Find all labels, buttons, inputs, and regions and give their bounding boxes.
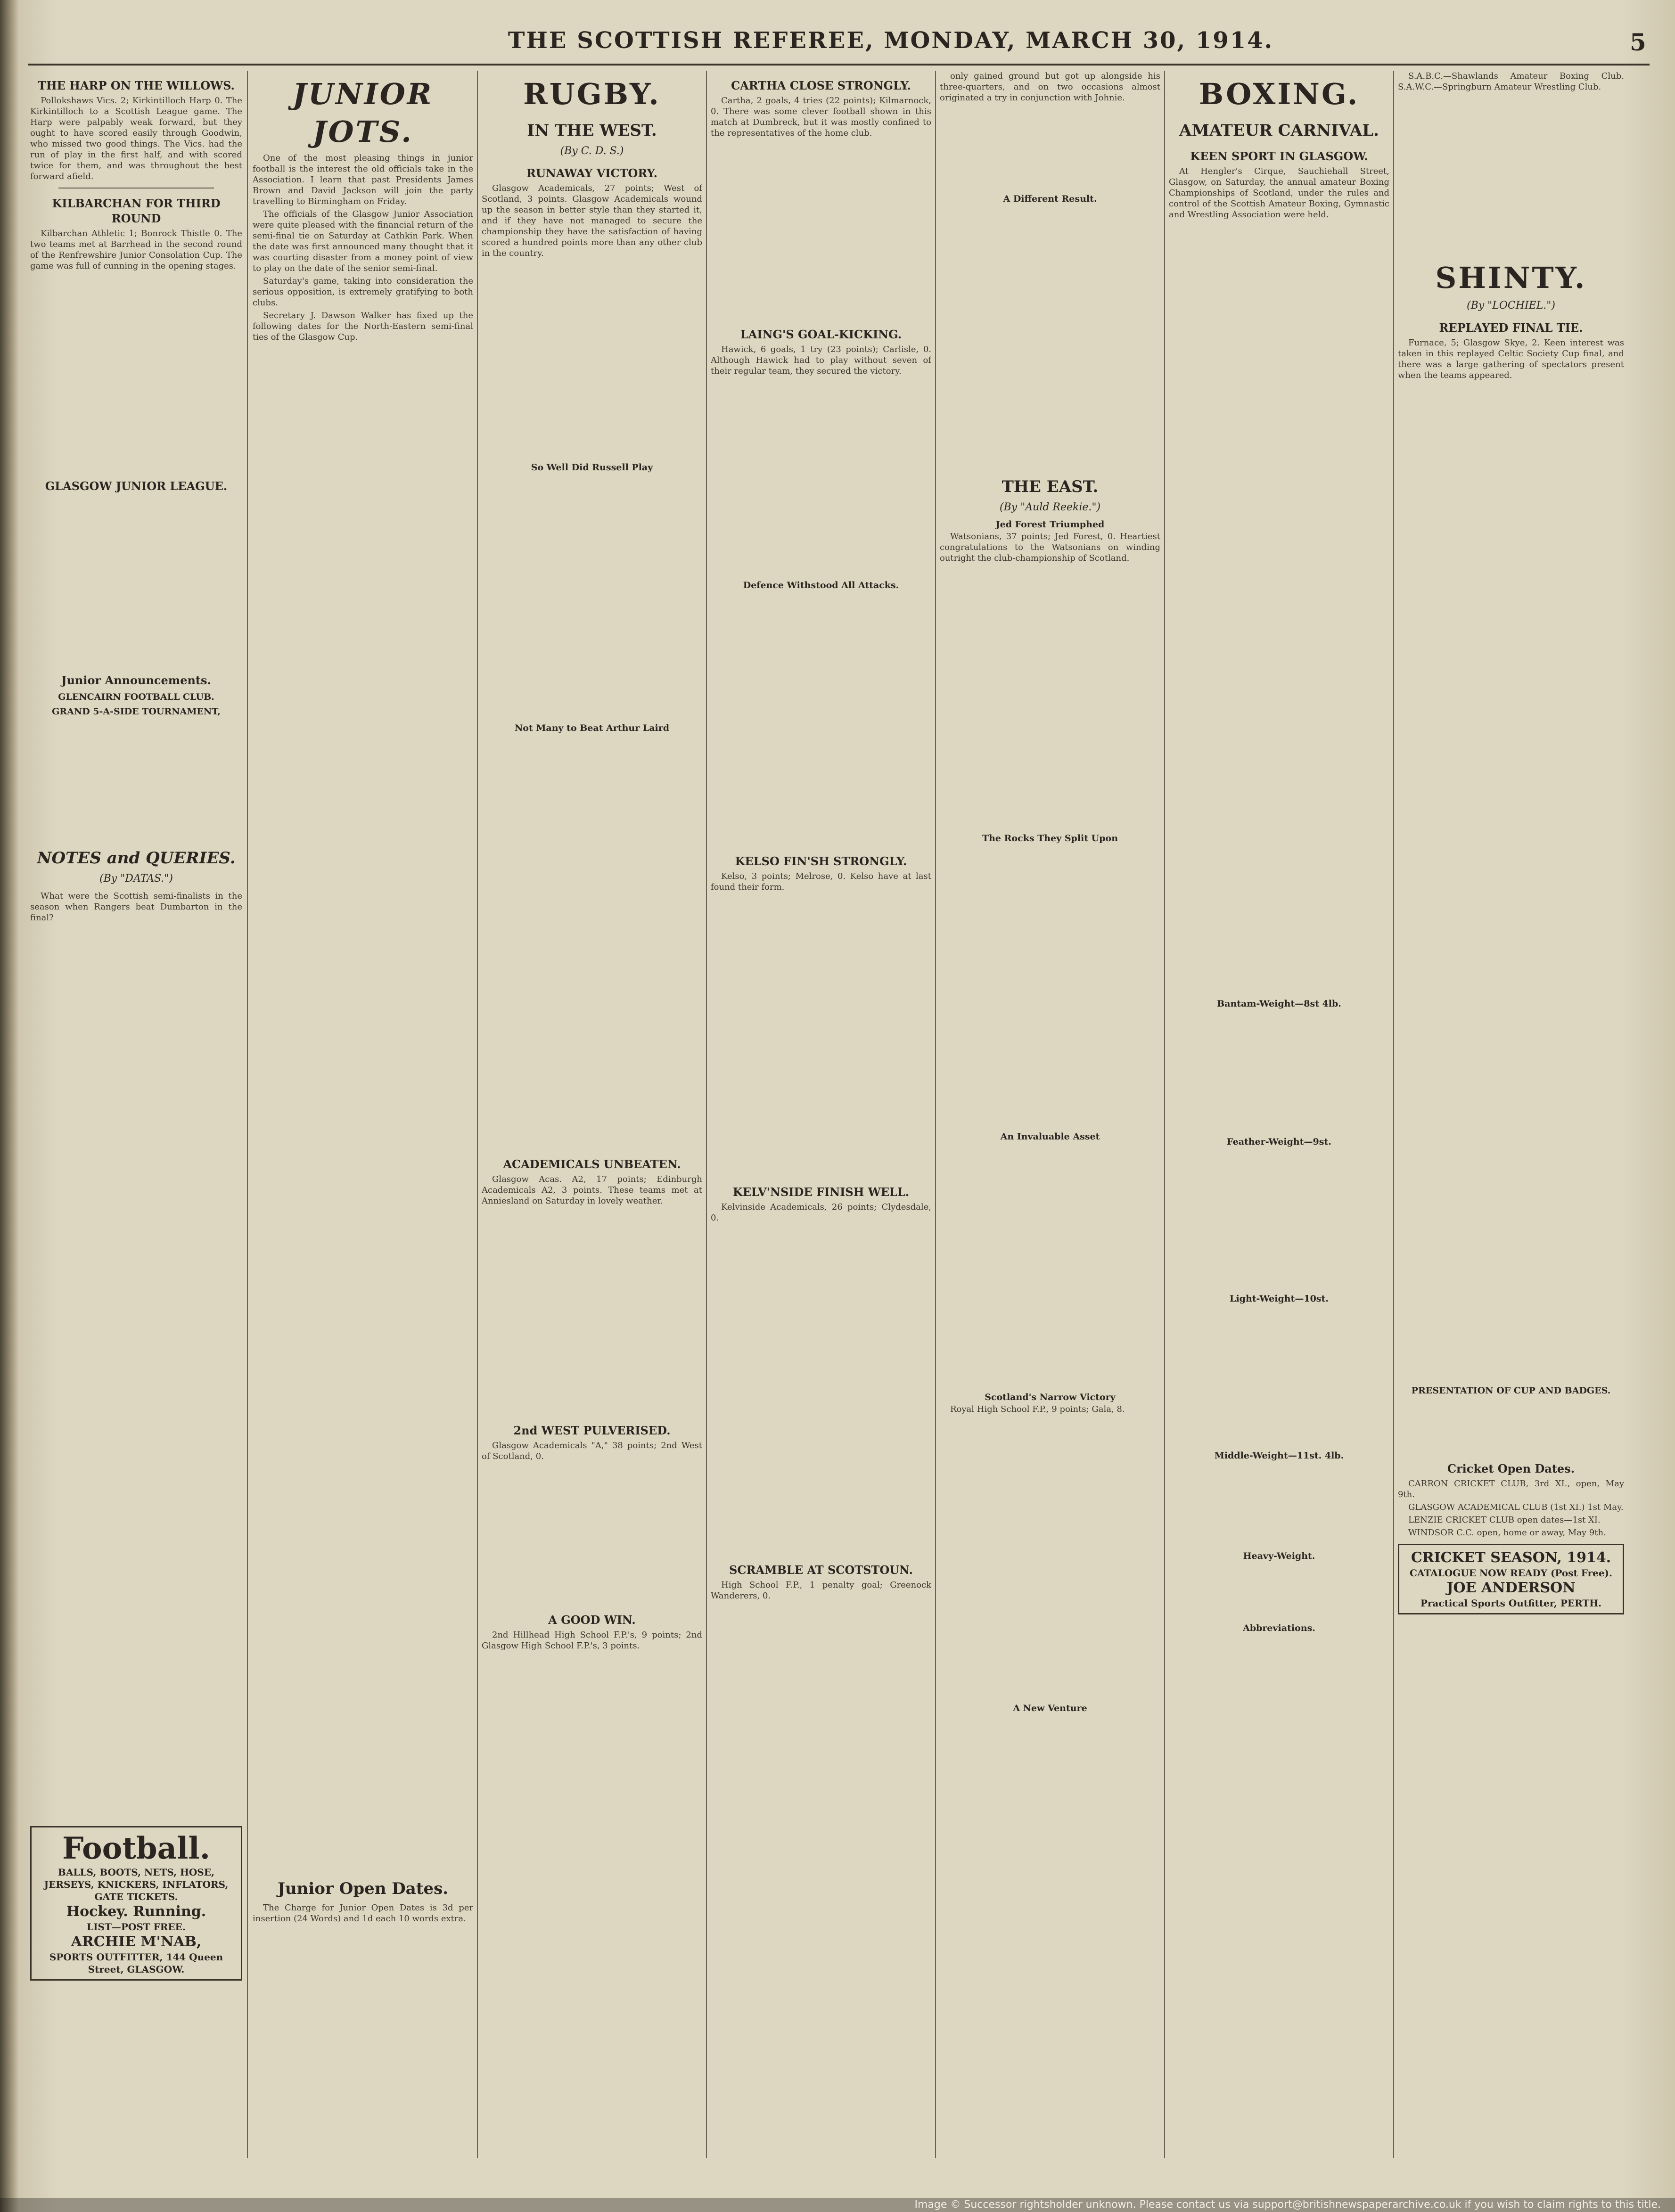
subheading: A Different Result.: [1003, 194, 1097, 204]
byline: (By "Auld Reekie."): [999, 501, 1101, 513]
article-continuation: [482, 735, 702, 1149]
article-text: only gained ground but got up alongside his three-quarters, and on two occasions almost originated a try in conjunction with Johnie.: [940, 71, 1160, 103]
headline: KELV'NSIDE FINISH WELL.: [732, 1185, 910, 1199]
headline: 2nd WEST PULVERISED.: [513, 1424, 671, 1437]
results-list: [1169, 1010, 1389, 1133]
article-continuation: [940, 845, 1160, 1128]
article-continuation: [1398, 1397, 1624, 1454]
subheading: Bantam-Weight—8st 4lb.: [1217, 999, 1341, 1009]
column-3: [482, 71, 702, 2163]
article-continuation: [940, 1417, 1160, 1699]
headline: Cricket Open Dates.: [1447, 1462, 1575, 1475]
headline: SHINTY.: [1435, 261, 1587, 295]
queries-continuation: [30, 925, 242, 1820]
article-text: Cartha, 2 goals, 4 tries (22 points); Kilmarnock, 0. There was some clever football shown in this match at Dumbreck, but it was mostly confined to the representatives of the home club.: [711, 96, 931, 138]
ad-text: GRAND 5-A-SIDE TOURNAMENT,: [52, 706, 221, 717]
headline: BOXING.: [1199, 77, 1360, 111]
results-list: [1169, 1462, 1389, 1547]
headline: THE EAST.: [1002, 477, 1099, 496]
article-continuation: [711, 894, 931, 1177]
ad-text: ARCHIE M'NAB,: [71, 1933, 202, 1950]
byline: (By "DATAS."): [99, 873, 173, 885]
column-rule: [935, 71, 936, 2158]
article-continuation: [940, 205, 1160, 469]
subheading: An Invaluable Asset: [1000, 1131, 1100, 1142]
article-continuation: [940, 105, 1160, 190]
headline: LAING'S GOAL-KICKING.: [740, 328, 902, 341]
announcements: [30, 718, 242, 841]
column-5: [940, 71, 1160, 2163]
ad-text: LENZIE CRICKET CLUB open dates—1st XI.: [1408, 1515, 1601, 1525]
subheading: Jed Forest Triumphed: [995, 519, 1105, 530]
subheading: Middle-Weight—11st. 4lb.: [1214, 1450, 1344, 1461]
article-text: Royal High School F.P., 9 points; Gala, 8.: [950, 1404, 1125, 1414]
article-text: Kelvinside Academicals, 26 points; Clydesdale, 0.: [711, 1202, 931, 1223]
article-continuation: [940, 565, 1160, 829]
subheading: Scotland's Narrow Victory: [985, 1392, 1116, 1402]
column-rule: [1393, 71, 1394, 2158]
article-continuation: [711, 592, 931, 846]
headline: RUNAWAY VICTORY.: [526, 166, 657, 180]
article-continuation: [1398, 383, 1624, 1382]
article-continuation: [482, 474, 702, 719]
headline: AMATEUR CARNIVAL.: [1179, 121, 1379, 140]
headline: CARTHA CLOSE STRONGLY.: [731, 79, 911, 92]
advertisement: [1398, 1544, 1624, 1614]
article-text: Furnace, 5; Glasgow Skye, 2. Keen interest was taken in this replayed Celtic Society Cup final, and there was a large gathering of spectators present when the teams appeared.: [1398, 338, 1624, 380]
article-text: Kilbarchan Athletic 1; Bonrock Thistle 0. The two teams met at Barrhead in the second round of the Renfrewshire Junior Consolation Cup. The game was full of cunning in the opening stages.: [30, 229, 242, 271]
results-list: [1169, 1305, 1389, 1447]
ad-text: Practical Sports Outfitter, PERTH.: [1420, 1598, 1602, 1609]
headline: Junior Open Dates.: [277, 1879, 449, 1898]
column-rule: [1164, 71, 1165, 2158]
column-1: [30, 71, 242, 2163]
league-table: [30, 496, 242, 665]
results-list: [1169, 1563, 1389, 1619]
headline: A GOOD WIN.: [548, 1613, 636, 1627]
article-text: The Charge for Junior Open Dates is 3d per insertion (24 Words) and 1d each 10 words extra.: [253, 1903, 473, 1924]
subheading: So Well Did Russell Play: [531, 462, 653, 473]
article-text: Glasgow Acas. A2, 17 points; Edinburgh Academicals A2, 3 points. These teams met at Anniesland on Saturday in lovely weather.: [482, 1174, 702, 1206]
column-rule: [477, 71, 478, 2158]
subheading: The Rocks They Split Upon: [982, 833, 1118, 844]
article-continuation: [482, 1208, 702, 1416]
article-text: Hawick, 6 goals, 1 try (23 points); Carlisle, 0. Although Hawick had to play without seven of their regular team, they secured the victory.: [711, 344, 931, 376]
article-continuation: [711, 1225, 931, 1555]
byline: (By "LOCHIEL."): [1466, 300, 1555, 311]
masthead: THE SCOTTISH REFEREE, MONDAY, MARCH 30, 1914.: [508, 27, 1274, 54]
subheading: Heavy-Weight.: [1243, 1551, 1315, 1561]
article-text: 2nd Hillhead High School F.P.'s, 9 points; 2nd Glasgow High School F.P.'s, 3 points.: [482, 1630, 702, 1651]
copyright-text: Image © Successor rightsholder unknown. Please contact us via support@britishnewspaperarchive.co.uk if you wish to claim rights to this title.: [914, 2199, 1661, 2211]
headline: KELSO FIN'SH STRONGLY.: [735, 854, 907, 868]
subheading: Light-Weight—10st.: [1230, 1294, 1329, 1304]
article-continuation: [711, 378, 931, 576]
ad-text: BALLS, BOOTS, NETS, HOSE, JERSEYS, KNICKERS, INFLATORS, GATE TICKETS.: [44, 1867, 229, 1902]
abbreviations-list: [1398, 94, 1624, 254]
article-text: Pollokshaws Vics. 2; Kirkintilloch Harp 0. The Kirkintilloch to a Scottish League game. The Harp were palpably weak forward, but they ought to have scored easily through Goodwin, who missed two good things. The Vics. had the run of play in the first half, and with scored twice for them, and was throughout the best forward afield.: [30, 96, 242, 181]
advertisement: [30, 1826, 242, 1981]
column-2: [253, 71, 473, 2163]
column-4: [711, 71, 931, 2163]
ad-text: JOE ANDERSON: [1446, 1580, 1576, 1596]
ad-text: Football.: [62, 1831, 210, 1866]
article-text: Saturday's game, taking into consideration the serious opposition, is extremely gratifying to both clubs.: [253, 276, 473, 308]
headline: SCRAMBLE AT SCOTSTOUN.: [729, 1563, 913, 1577]
results-list: [1169, 1148, 1389, 1290]
subheading: A New Venture: [1013, 1703, 1087, 1713]
headline: GLASGOW JUNIOR LEAGUE.: [45, 479, 228, 493]
article-continuation: [711, 140, 931, 320]
ad-text: WINDSOR C.C. open, home or away, May 9th.: [1408, 1528, 1606, 1538]
article-text: Glasgow Academicals, 27 points; West of Scotland, 3 points. Glasgow Academicals wound up the season in better style than they started it, and if they have not managed to secure the championship they have the satisfaction of having scored a hundred points more than any other club in the country.: [482, 183, 702, 258]
article-text: Secretary J. Dawson Walker has fixed up the following dates for the North-Eastern semi-final ties of the Glasgow Cup.: [253, 311, 473, 342]
column-rule: [247, 71, 248, 2158]
article-continuation: [482, 1464, 702, 1605]
page-number: 5: [1630, 28, 1646, 56]
subheading: PRESENTATION OF CUP AND BADGES.: [1411, 1385, 1611, 1396]
ad-text: GLENCAIRN FOOTBALL CLUB.: [58, 692, 214, 702]
ad-text: CATALOGUE NOW READY (Post Free).: [1410, 1567, 1612, 1579]
subheading: Not Many to Beat Arthur Laird: [514, 723, 670, 733]
ad-text: Hockey. Running.: [66, 1903, 206, 1920]
headline: NOTES and QUERIES.: [37, 849, 236, 868]
article-continuation: [482, 261, 702, 459]
subheading: Abbreviations.: [1243, 1623, 1315, 1633]
article-text: The officials of the Glasgow Junior Association were quite pleased with the financial return of the semi-final tie on Saturday at Cathkin Park. When the date was first announced many thought that it was courting disaster from a money point of view to play on the date of the senior semi-final.: [253, 209, 473, 273]
ad-text: SPORTS OUTFITTER, 144 Queen Street, GLASGOW.: [49, 1951, 223, 1975]
masthead-rule: [28, 64, 1650, 66]
article-text: High School F.P., 1 penalty goal; Greenock Wanderers, 0.: [711, 1580, 931, 1601]
column-rule: [706, 71, 707, 2158]
headline: KEEN SPORT IN GLASGOW.: [1190, 149, 1368, 163]
headline: THE HARP ON THE WILLOWS.: [38, 79, 235, 92]
article-text: At Hengler's Cirque, Sauchiehall Street, Glasgow, on Saturday, the annual amateur Boxing Championships of Scotland, under the rules and control of the Scottish Amateur Boxing, Gymnastic and Wrestling Association were held.: [1169, 166, 1389, 220]
column-6: [1169, 71, 1389, 2163]
column-7: [1398, 71, 1624, 2163]
headline: KILBARCHAN FOR THIRD ROUND: [52, 197, 221, 225]
subheading: Feather-Weight—9st.: [1227, 1137, 1331, 1147]
headline: JUNIOR JOTS.: [292, 77, 434, 149]
ad-text: CARRON CRICKET CLUB, 3rd XI., open, May 9th.: [1398, 1479, 1624, 1499]
article-text: Glasgow Academicals "A," 38 points; 2nd West of Scotland, 0.: [482, 1441, 702, 1461]
headline: Junior Announcements.: [61, 673, 211, 687]
ad-text: GLASGOW ACADEMICAL CLUB (1st XI.) 1st May.: [1408, 1502, 1624, 1512]
ad-text: CRICKET SEASON, 1914.: [1411, 1549, 1611, 1566]
ad-text: LIST—POST FREE.: [87, 1921, 186, 1933]
article-continuation: [1169, 222, 1389, 995]
article-text: Watsonians, 37 points; Jed Forest, 0. Heartiest congratulations to the Watsonians on winding outright the club-championship of Scotland.: [940, 532, 1160, 563]
article-continuation: [940, 1143, 1160, 1388]
copyright-footer: [0, 2198, 1675, 2212]
article-continuation: [253, 344, 473, 1871]
headline: REPLAYED FINAL TIE.: [1439, 321, 1583, 335]
article-text: One of the most pleasing things in junior football is the interest the old officials take in the Association. I learn that past Presidents James Brown and David Jackson will join the party travelling to Birmingham on Friday.: [253, 153, 473, 206]
byline: (By C. D. S.): [560, 145, 624, 157]
headline: IN THE WEST.: [527, 121, 657, 140]
headline: RUGBY.: [523, 77, 661, 111]
subheading: Defence Withstood All Attacks.: [743, 580, 899, 590]
article-text: Kelso, 3 points; Melrose, 0. Kelso have at last found their form.: [711, 871, 931, 892]
headline: ACADEMICALS UNBEATEN.: [503, 1157, 681, 1171]
article-text: What were the Scottish semi-finalists in the season when Rangers beat Dumbarton in the final?: [30, 891, 242, 923]
article-continuation: [30, 273, 242, 471]
article-text: S.A.B.C.—Shawlands Amateur Boxing Club. S.A.W.C.—Springburn Amateur Wrestling Club.: [1398, 71, 1624, 92]
